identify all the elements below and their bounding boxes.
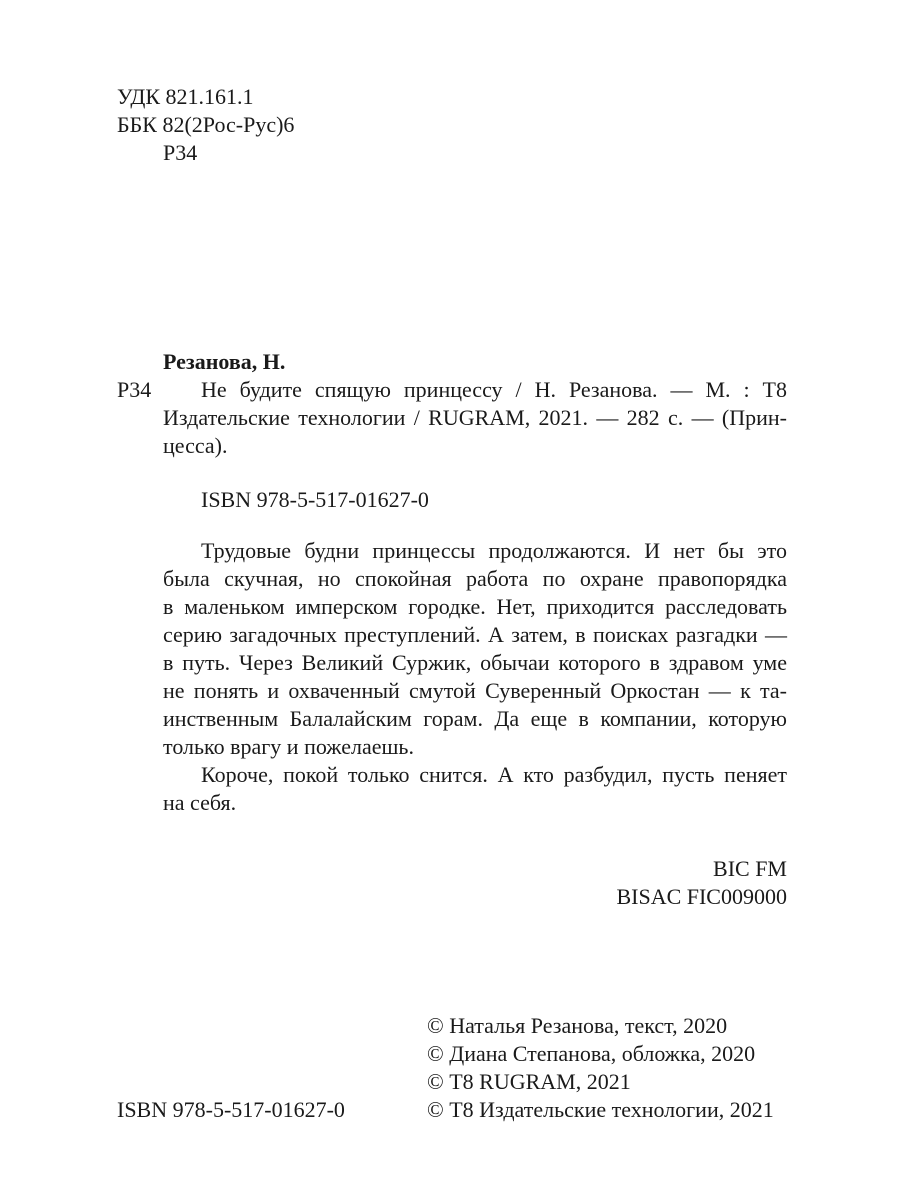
bbk-code: ББК 82(2Рос-Рус)6 xyxy=(117,112,295,137)
annotation-paragraph-1 xyxy=(163,537,787,761)
annotation-line: была скучная, но спокойная работа по охране правопорядка xyxy=(163,566,787,591)
author-mark-top: Р34 xyxy=(163,140,198,165)
description-line: Издательские технологии / RUGRAM, 2021. — 282 с. — (Прин- xyxy=(163,405,787,430)
copyright-line: © Диана Степанова, обложка, 2020 xyxy=(427,1041,756,1066)
author-mark: Р34 xyxy=(117,377,152,402)
description-line: Не будите спящую принцессу / Н. Резанова. — М. : Т8 xyxy=(201,377,787,402)
annotation-line: в маленьком имперском городке. Нет, приходится расследовать xyxy=(163,594,787,619)
copyright-line: © Наталья Резанова, текст, 2020 xyxy=(427,1013,728,1038)
bibliographic-description xyxy=(163,376,787,460)
annotation-paragraph-2 xyxy=(163,761,787,817)
annotation-line: не понять и охваченный смутой Суверенный Оркостан — к та- xyxy=(163,678,787,703)
copyright-line: © Т8 Издательские технологии, 2021 xyxy=(427,1097,774,1122)
annotation-line: инственным Балалайским горам. Да еще в компании, которую xyxy=(163,706,787,731)
annotation-line: только врагу и пожелаешь. xyxy=(163,734,414,759)
bisac-code: BISAC FIC009000 xyxy=(616,884,787,909)
annotation-line: на себя. xyxy=(163,790,237,815)
author-name: Резанова, Н. xyxy=(163,349,286,374)
annotation-line: Короче, покой только снится. А кто разбудил, пусть пеняет xyxy=(201,762,787,787)
udk-code: УДК 821.161.1 xyxy=(117,84,254,109)
footer-isbn: ISBN 978-5-517-01627-0 xyxy=(117,1097,345,1122)
annotation-line: серию загадочных преступлений. А затем, в поисках разгадки — xyxy=(163,622,787,647)
isbn-entry: ISBN 978-5-517-01627-0 xyxy=(201,487,429,512)
annotation-line: Трудовые будни принцессы продолжаются. И нет бы это xyxy=(201,538,787,563)
description-line: цесса). xyxy=(163,433,228,458)
copyright-line: © Т8 RUGRAM, 2021 xyxy=(427,1069,631,1094)
annotation-line: в путь. Через Великий Суржик, обычаи которого в здравом уме xyxy=(163,650,787,675)
bic-code: BIC FM xyxy=(713,856,787,881)
